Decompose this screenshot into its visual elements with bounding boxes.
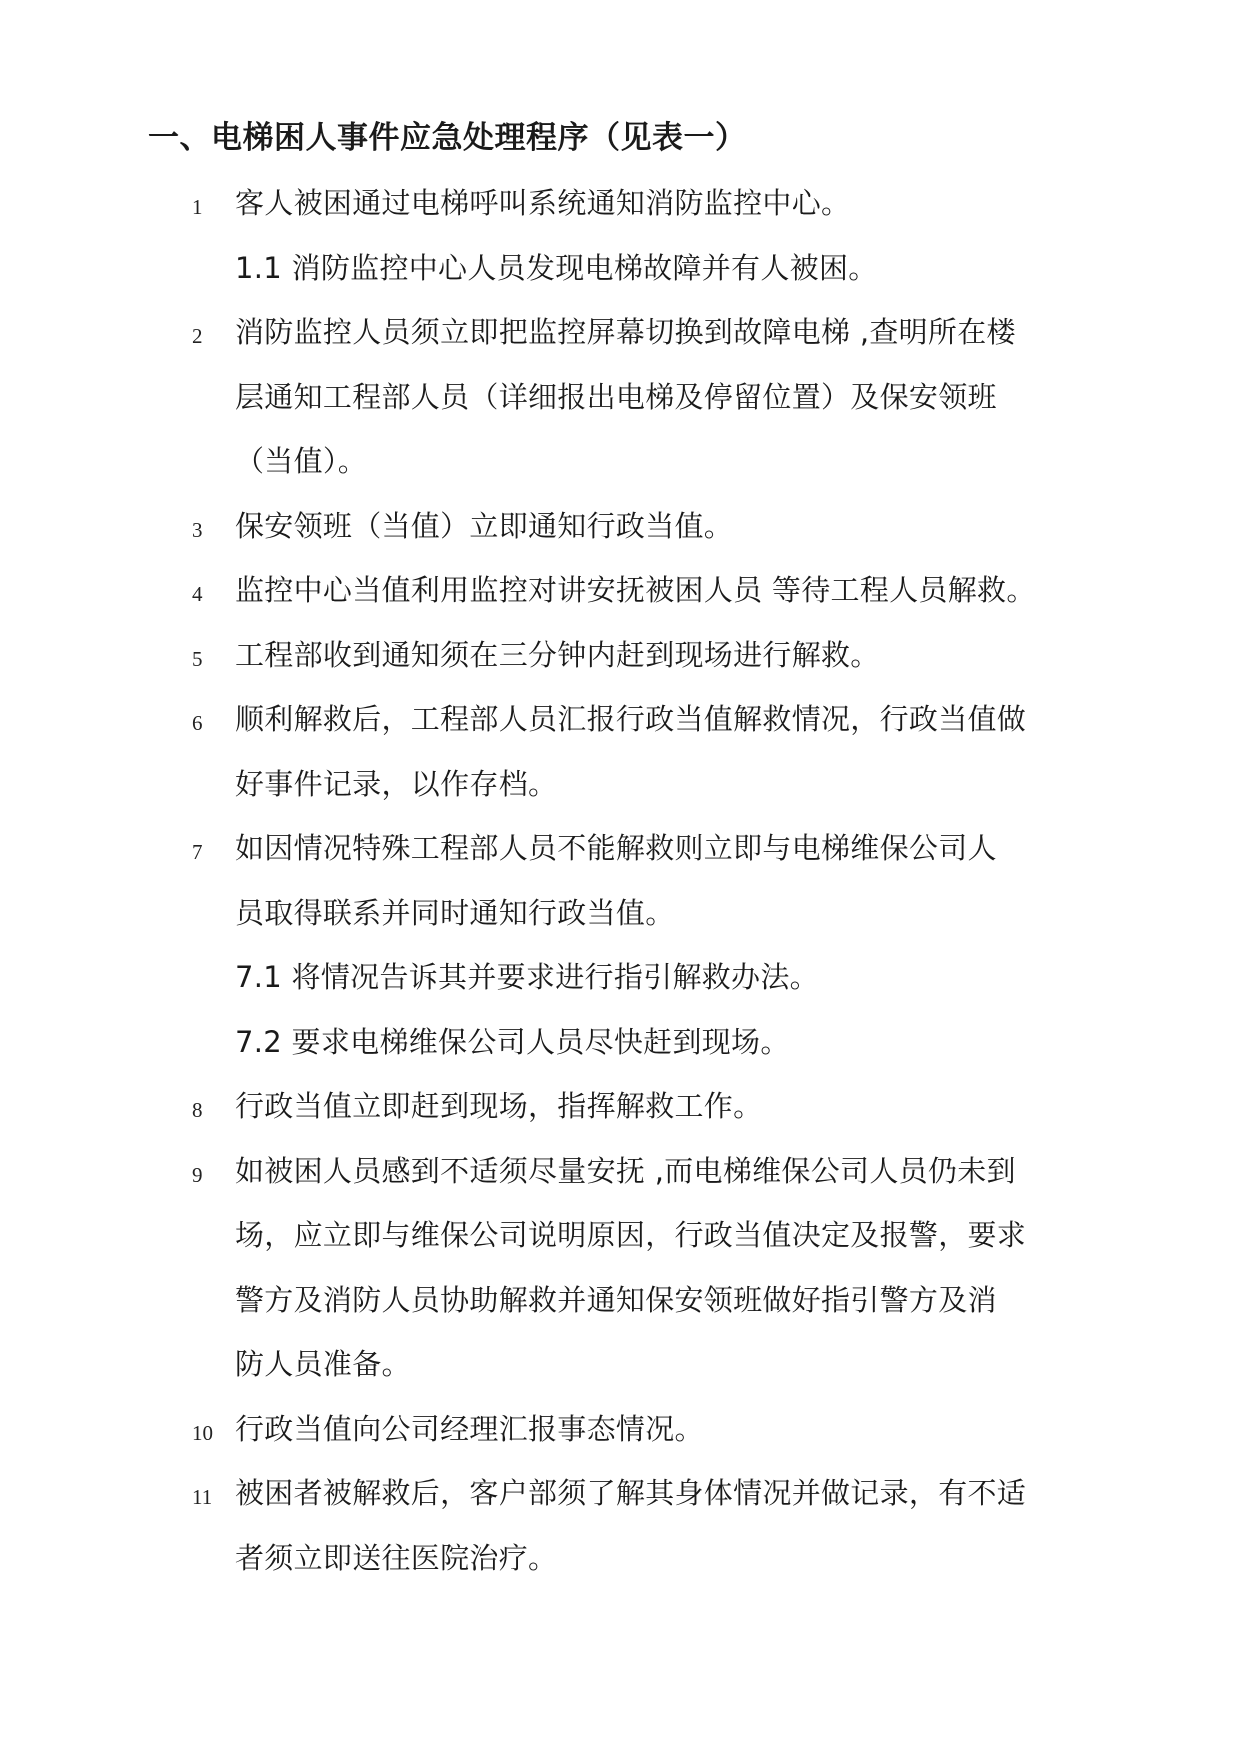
procedure-line: [0, 506, 1241, 570]
procedure-line: [0, 1151, 1241, 1215]
procedure-line: [0, 635, 1241, 699]
step-text: 者须立即送往医院治疗。: [235, 1540, 558, 1575]
step-number: 9: [192, 1162, 203, 1187]
step-text: （当值）。: [235, 444, 368, 478]
procedure-line: [0, 893, 1241, 957]
procedure-line: [0, 957, 1241, 1021]
step-number: 6: [192, 711, 203, 735]
procedure-line: [0, 764, 1241, 828]
step-text: 如被困人员感到不适须尽量安抚 ,而电梯维保公司人员仍未到: [235, 1153, 1016, 1188]
step-number: 11: [192, 1485, 213, 1509]
procedure-line: [0, 183, 1241, 247]
step-number: 5: [192, 646, 203, 671]
step-text: 工程部收到通知须在三分钟内赶到现场进行解救。: [235, 637, 880, 672]
procedure-line: [0, 1086, 1241, 1150]
step-number: 8: [192, 1098, 203, 1122]
procedure-line: [0, 1409, 1241, 1473]
step-number: 7: [192, 840, 203, 864]
step-text: 防人员准备。: [235, 1347, 411, 1381]
step-text: 层通知工程部人员（详细报出电梯及停留位置）及保安领班: [235, 379, 997, 414]
procedure-line: [0, 441, 1241, 505]
procedure-line: [0, 377, 1241, 441]
step-text: 好事件记录，以作存档。: [235, 766, 558, 801]
procedure-line: [0, 570, 1241, 634]
procedure-line: [0, 699, 1241, 763]
procedure-line: [0, 1280, 1241, 1344]
procedure-line: [0, 1473, 1241, 1537]
procedure-line: [0, 1538, 1241, 1602]
step-number: 1: [192, 195, 203, 219]
section-heading: 一、电梯困人事件应急处理程序（见表一）: [148, 120, 747, 156]
step-text: 1.1 消防监控中心人员发现电梯故障并有人被困。: [235, 250, 878, 285]
step-text: 行政当值立即赶到现场，指挥解救工作。: [235, 1089, 763, 1123]
step-text: 场，应立即与维保公司说明原因，行政当值决定及报警，要求: [235, 1218, 1027, 1252]
step-text: 7.1 将情况告诉其并要求进行指引解救办法。: [235, 960, 819, 994]
procedure-line: [0, 828, 1241, 892]
procedure-line: [0, 1344, 1241, 1408]
step-text: 员取得联系并同时通知行政当值。: [235, 895, 675, 930]
step-number: 2: [192, 324, 203, 348]
step-text: 监控中心当值利用监控对讲安抚被困人员 等待工程人员解救。: [235, 573, 1036, 607]
step-text: 行政当值向公司经理汇报事态情况。: [235, 1411, 704, 1446]
step-text: 警方及消防人员协助解救并通知保安领班做好指引警方及消: [235, 1282, 997, 1317]
procedure-line: [0, 312, 1241, 376]
step-text: 7.2 要求电梯维保公司人员尽快赶到现场。: [235, 1024, 790, 1059]
step-number: 4: [192, 582, 203, 606]
procedure-line: [0, 1022, 1241, 1086]
step-number: 3: [192, 517, 203, 542]
step-text: 消防监控人员须立即把监控屏幕切换到故障电梯 ,查明所在楼: [235, 315, 1016, 349]
step-text: 被困者被解救后，客户部须了解其身体情况并做记录，有不适: [235, 1476, 1027, 1510]
step-text: 保安领班（当值）立即通知行政当值。: [235, 508, 734, 543]
step-text: 客人被困通过电梯呼叫系统通知消防监控中心。: [235, 186, 851, 220]
procedure-line: [0, 1215, 1241, 1279]
step-text: 如因情况特殊工程部人员不能解救则立即与电梯维保公司人: [235, 831, 997, 865]
procedure-line: [0, 248, 1241, 312]
step-number: 10: [192, 1420, 213, 1445]
step-text: 顺利解救后，工程部人员汇报行政当值解救情况，行政当值做: [235, 702, 1027, 736]
